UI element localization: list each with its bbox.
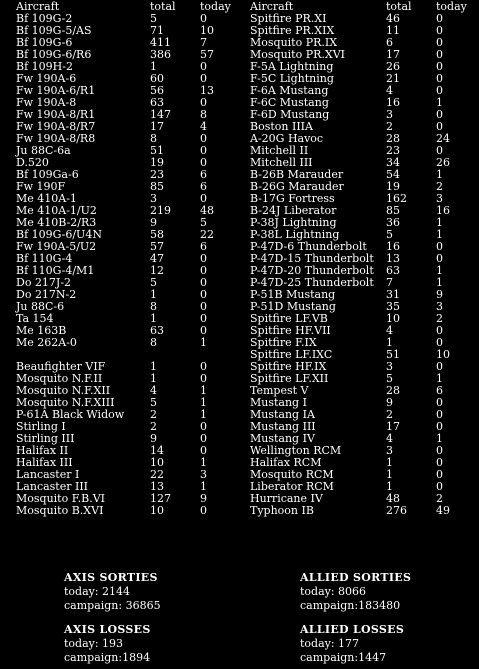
total-value: 1: [150, 60, 157, 73]
aircraft-name: Fw 190A-5/U2: [16, 240, 97, 253]
aircraft-name: Stirling III: [16, 432, 75, 445]
today-value: 3: [436, 300, 443, 313]
today-value: 8: [200, 108, 207, 121]
aircraft-name: Bf 109Ga-6: [16, 168, 79, 181]
total-value: 6: [386, 36, 393, 49]
today-value: 26: [436, 156, 450, 169]
today-value: 10: [436, 348, 450, 361]
total-value: 5: [386, 228, 393, 241]
total-value: 23: [386, 144, 400, 157]
today-value: 9: [436, 288, 443, 301]
aircraft-name: Halifax II: [16, 444, 69, 457]
aircraft-name: B-17G Fortress: [250, 192, 335, 205]
aircraft-name: Fw 190A-8/R7: [16, 120, 96, 133]
today-value: 5: [200, 216, 207, 229]
today-value: 0: [436, 120, 443, 133]
today-value: 0: [200, 60, 207, 73]
aircraft-name: Mosquito PR.IX: [250, 36, 338, 49]
today-value: 0: [436, 84, 443, 97]
aircraft-name: Fw 190A-6: [16, 72, 77, 85]
aircraft-name: D.520: [16, 156, 49, 169]
aircraft-name: Spitfire PR.XIX: [250, 24, 335, 37]
total-value: 8: [150, 132, 157, 145]
total-value: 1: [150, 372, 157, 385]
allied-sorties-block: [300, 571, 411, 613]
today-value: 2: [436, 180, 443, 193]
today-value: 0: [436, 72, 443, 85]
total-value: 9: [386, 396, 393, 409]
aircraft-name: Tempest V: [250, 384, 309, 397]
total-value: 1: [150, 312, 157, 325]
total-value: 63: [150, 324, 164, 337]
today-value: 0: [436, 108, 443, 121]
total-value: 85: [150, 180, 164, 193]
today-value: 0: [200, 372, 207, 385]
total-value: 2: [386, 120, 393, 133]
total-value: 16: [386, 240, 400, 253]
aircraft-name: P-61A Black Widow: [16, 408, 125, 421]
aircraft-name: Mosquito PR.XVI: [250, 48, 346, 61]
total-value: 7: [386, 276, 393, 289]
aircraft-name: Boston IIIA: [250, 120, 313, 133]
aircraft-name: F-6D Mustang: [250, 108, 330, 121]
today-value: 1: [200, 408, 207, 421]
today-value: 0: [436, 360, 443, 373]
aircraft-name: Fw 190F: [16, 180, 66, 193]
total-value: 3: [386, 444, 393, 457]
allied-sorties-title: ALLIED SORTIES: [300, 571, 412, 584]
total-value: 386: [150, 48, 171, 61]
aircraft-name: Spitfire LF.IXC: [250, 348, 333, 361]
total-value: 58: [150, 228, 164, 241]
aircraft-name: Typhoon IB: [250, 504, 314, 517]
total-value: 4: [386, 324, 393, 337]
total-value: 63: [150, 96, 164, 109]
today-value: 0: [200, 288, 207, 301]
total-value: 28: [386, 384, 400, 397]
axis-sorties-title: AXIS SORTIES: [64, 571, 158, 584]
today-value: 0: [200, 444, 207, 457]
today-value: 1: [436, 432, 443, 445]
today-value: 0: [200, 360, 207, 373]
aircraft-name: Do 217J-2: [16, 276, 72, 289]
today-value: 6: [436, 384, 443, 397]
aircraft-name: Me 163B: [16, 324, 67, 337]
aircraft-name: P-47D-15 Thunderbolt: [250, 252, 374, 265]
total-value: 51: [386, 348, 400, 361]
total-value: 63: [386, 264, 400, 277]
aircraft-name: Spitfire HF.VII: [250, 324, 331, 337]
total-value: 34: [386, 156, 400, 169]
today-value: 57: [200, 48, 214, 61]
aircraft-name: F-5A Lightning: [250, 60, 334, 73]
today-value: 0: [200, 264, 207, 277]
today-value: 6: [200, 180, 207, 193]
today-value: 0: [436, 444, 443, 457]
total-value: 5: [150, 276, 157, 289]
today-value: 1: [436, 216, 443, 229]
axis-losses-title: AXIS LOSSES: [64, 623, 151, 636]
aircraft-name: Wellington RCM: [250, 444, 342, 457]
aircraft-name: P-47D-20 Thunderbolt: [250, 264, 374, 277]
aircraft-name: Ju 88C-6a: [16, 144, 71, 157]
aircraft-name: B-26G Marauder: [250, 180, 344, 193]
aircraft-name: Bf 109G-2: [16, 12, 73, 25]
total-value: 1: [386, 468, 393, 481]
total-value: 3: [386, 108, 393, 121]
today-value: 0: [436, 396, 443, 409]
total-value: 47: [150, 252, 164, 265]
aircraft-name: Mosquito RCM: [250, 468, 334, 481]
total-value: 23: [150, 168, 164, 181]
aircraft-name: Spitfire LF.VB: [250, 312, 328, 325]
header-aircraft: Aircraft: [16, 0, 60, 13]
total-value: 22: [150, 468, 164, 481]
aircraft-name: Mosquito N.F.XIII: [16, 396, 115, 409]
aircraft-name: P-38J Lightning: [250, 216, 337, 229]
total-value: 4: [386, 432, 393, 445]
today-value: 7: [200, 36, 207, 49]
aircraft-name: P-47D-6 Thunderbolt: [250, 240, 367, 253]
total-value: 31: [386, 288, 400, 301]
total-value: 57: [150, 240, 164, 253]
today-value: 1: [436, 372, 443, 385]
today-value: 0: [200, 192, 207, 205]
aircraft-name: P-38L Lightning: [250, 228, 340, 241]
today-value: 6: [200, 168, 207, 181]
today-value: 0: [200, 96, 207, 109]
total-value: 9: [150, 216, 157, 229]
allied-losses-campaign: campaign:1447: [300, 651, 387, 664]
total-value: 2: [150, 420, 157, 433]
axis-losses-block: [64, 623, 151, 665]
aircraft-name: Bf 110G-4: [16, 252, 73, 265]
aircraft-name: Mustang IV: [250, 432, 315, 445]
aircraft-name: B-24J Liberator: [250, 204, 337, 217]
aircraft-name: Bf 109G-6: [16, 36, 73, 49]
today-value: 0: [200, 144, 207, 157]
today-value: 0: [436, 468, 443, 481]
total-value: 19: [150, 156, 164, 169]
today-value: 0: [436, 12, 443, 25]
total-value: 10: [150, 504, 164, 517]
aircraft-name: Mosquito F.B.VI: [16, 492, 105, 505]
total-value: 9: [150, 432, 157, 445]
aircraft-name: Bf 110G-4/M1: [16, 264, 95, 277]
today-value: 0: [436, 60, 443, 73]
header-total: total: [386, 0, 412, 13]
total-value: 10: [150, 456, 164, 469]
today-value: 13: [200, 84, 214, 97]
total-value: 13: [386, 252, 400, 265]
aircraft-name: Lancaster III: [16, 480, 89, 493]
allied-sorties-campaign: campaign:183480: [300, 599, 401, 612]
total-value: 17: [386, 420, 400, 433]
total-value: 276: [386, 504, 407, 517]
total-value: 219: [150, 204, 171, 217]
total-value: 19: [386, 180, 400, 193]
aircraft-name: Mosquito B.XVI: [16, 504, 104, 517]
today-value: 1: [200, 396, 207, 409]
axis-losses-today: today: 193: [64, 637, 124, 650]
today-value: 0: [200, 324, 207, 337]
today-value: 9: [200, 492, 207, 505]
axis-sorties-block: [64, 571, 161, 613]
aircraft-name: B-26B Marauder: [250, 168, 344, 181]
total-value: 5: [150, 396, 157, 409]
today-value: 0: [436, 324, 443, 337]
aircraft-name: Stirling I: [16, 420, 66, 433]
aircraft-name: Mustang I: [250, 396, 307, 409]
total-value: 11: [386, 24, 400, 37]
today-value: 0: [200, 312, 207, 325]
aircraft-name: Fw 190A-8/R8: [16, 132, 96, 145]
aircraft-name: Mustang III: [250, 420, 316, 433]
total-value: 51: [150, 144, 164, 157]
today-value: 0: [436, 408, 443, 421]
total-value: 12: [150, 264, 164, 277]
today-value: 2: [436, 312, 443, 325]
aircraft-name: Mitchell II: [250, 144, 309, 157]
aircraft-name: Halifax III: [16, 456, 73, 469]
allied-losses-title: ALLIED LOSSES: [300, 623, 405, 636]
today-value: 1: [436, 276, 443, 289]
today-value: 0: [200, 132, 207, 145]
aircraft-name: F-6A Mustang: [250, 84, 329, 97]
today-value: 0: [436, 480, 443, 493]
aircraft-name: Lancaster I: [16, 468, 80, 481]
aircraft-name: Fw 190A-8/R1: [16, 108, 96, 121]
aircraft-name: Me 410B-2/R3: [16, 216, 97, 229]
total-value: 5: [386, 372, 393, 385]
today-value: 0: [436, 144, 443, 157]
total-value: 56: [150, 84, 164, 97]
header-today: today: [436, 0, 467, 13]
today-value: 24: [436, 132, 450, 145]
today-value: 0: [436, 48, 443, 61]
today-value: 1: [436, 264, 443, 277]
total-value: 21: [386, 72, 400, 85]
total-value: 2: [386, 408, 393, 421]
aircraft-name: Spitfire PR.XI: [250, 12, 327, 25]
aircraft-name: Spitfire HF.IX: [250, 360, 327, 373]
total-value: 36: [386, 216, 400, 229]
today-value: 4: [200, 120, 207, 133]
aircraft-name: Me 262A-0: [16, 336, 77, 349]
today-value: 1: [200, 336, 207, 349]
total-value: 8: [150, 300, 157, 313]
aircraft-name: F-5C Lightning: [250, 72, 334, 85]
today-value: 6: [200, 240, 207, 253]
today-value: 22: [200, 228, 214, 241]
today-value: 0: [436, 24, 443, 37]
today-value: 1: [436, 228, 443, 241]
aircraft-name: P-51D Mustang: [250, 300, 336, 313]
today-value: 16: [436, 204, 450, 217]
header-total: total: [150, 0, 176, 13]
today-value: 3: [200, 468, 207, 481]
aircraft-name: Halifax RCM: [250, 456, 322, 469]
total-value: 4: [386, 84, 393, 97]
today-value: 0: [436, 252, 443, 265]
total-value: 46: [386, 12, 400, 25]
today-value: 0: [200, 156, 207, 169]
today-value: 1: [200, 480, 207, 493]
total-value: 71: [150, 24, 164, 37]
aircraft-name: Bf 109G-6/U4N: [16, 228, 102, 241]
aircraft-name: Fw 190A-8: [16, 96, 77, 109]
today-value: 2: [436, 492, 443, 505]
total-value: 28: [386, 132, 400, 145]
aircraft-name: Ju 88C-6: [16, 300, 65, 313]
today-value: 1: [200, 456, 207, 469]
total-value: 35: [386, 300, 400, 313]
total-value: 26: [386, 60, 400, 73]
today-value: 0: [436, 456, 443, 469]
aircraft-name: Liberator RCM: [250, 480, 334, 493]
total-value: 17: [150, 120, 164, 133]
total-value: 10: [386, 312, 400, 325]
total-value: 5: [150, 12, 157, 25]
aircraft-name: Mosquito N.F.II: [16, 372, 103, 385]
aircraft-name: Mustang IA: [250, 408, 315, 421]
total-value: 147: [150, 108, 171, 121]
today-value: 0: [436, 240, 443, 253]
today-value: 0: [200, 252, 207, 265]
aircraft-name: Fw 190A-6/R1: [16, 84, 96, 97]
aircraft-name: P-47D-25 Thunderbolt: [250, 276, 374, 289]
axis-sorties-today: today: 2144: [64, 585, 131, 598]
aircraft-name: Me 410A-1: [16, 192, 77, 205]
total-value: 14: [150, 444, 164, 457]
total-value: 1: [150, 288, 157, 301]
today-value: 0: [436, 36, 443, 49]
header-today: today: [200, 0, 231, 13]
today-value: 0: [200, 276, 207, 289]
total-value: 3: [386, 360, 393, 373]
total-value: 411: [150, 36, 171, 49]
today-value: 0: [200, 72, 207, 85]
aircraft-name: A-20G Havoc: [250, 132, 324, 145]
today-value: 0: [436, 420, 443, 433]
aircraft-name: Mosquito N.F.XII: [16, 384, 111, 397]
aircraft-name: Bf 109G-5/AS: [16, 24, 92, 37]
aircraft-name: Me 410A-1/U2: [16, 204, 97, 217]
total-value: 1: [386, 336, 393, 349]
aircraft-name: Hurricane IV: [250, 492, 323, 505]
total-value: 3: [150, 192, 157, 205]
aircraft-name: Spitfire F.IX: [250, 336, 317, 349]
allied-sorties-today: today: 8066: [300, 585, 367, 598]
allied-losses-today: today: 177: [300, 637, 360, 650]
today-value: 1: [436, 96, 443, 109]
header-aircraft: Aircraft: [250, 0, 294, 13]
aircraft-name: F-6C Mustang: [250, 96, 329, 109]
today-value: 0: [200, 420, 207, 433]
total-value: 48: [386, 492, 400, 505]
today-value: 10: [200, 24, 214, 37]
total-value: 162: [386, 192, 407, 205]
total-value: 1: [386, 456, 393, 469]
total-value: 60: [150, 72, 164, 85]
axis-sorties-campaign: campaign: 36865: [64, 599, 161, 612]
total-value: 1: [150, 360, 157, 373]
total-value: 127: [150, 492, 171, 505]
aircraft-name: Do 217N-2: [16, 288, 77, 301]
aircraft-name: Spitfire LF.XII: [250, 372, 329, 385]
aircraft-name: Bf 109G-6/R6: [16, 48, 92, 61]
today-value: 49: [436, 504, 450, 517]
total-value: 17: [386, 48, 400, 61]
total-value: 1: [386, 480, 393, 493]
today-value: 0: [200, 432, 207, 445]
total-value: 54: [386, 168, 400, 181]
allied-losses-block: [300, 623, 404, 665]
total-value: 8: [150, 336, 157, 349]
today-value: 0: [200, 300, 207, 313]
total-value: 13: [150, 480, 164, 493]
total-value: 2: [150, 408, 157, 421]
aircraft-name: Mitchell III: [250, 156, 313, 169]
today-value: 3: [436, 192, 443, 205]
aircraft-name: Beaufighter VIF: [16, 360, 106, 373]
total-value: 85: [386, 204, 400, 217]
total-value: 4: [150, 384, 157, 397]
today-value: 0: [436, 336, 443, 349]
today-value: 1: [200, 384, 207, 397]
aircraft-name: P-51B Mustang: [250, 288, 336, 301]
today-value: 0: [200, 504, 207, 517]
axis-losses-campaign: campaign:1894: [64, 651, 151, 664]
aircraft-name: Ta 154: [16, 312, 54, 325]
today-value: 48: [200, 204, 214, 217]
aircraft-name: Bf 109H-2: [16, 60, 73, 73]
today-value: 0: [200, 12, 207, 25]
today-value: 1: [436, 168, 443, 181]
total-value: 16: [386, 96, 400, 109]
